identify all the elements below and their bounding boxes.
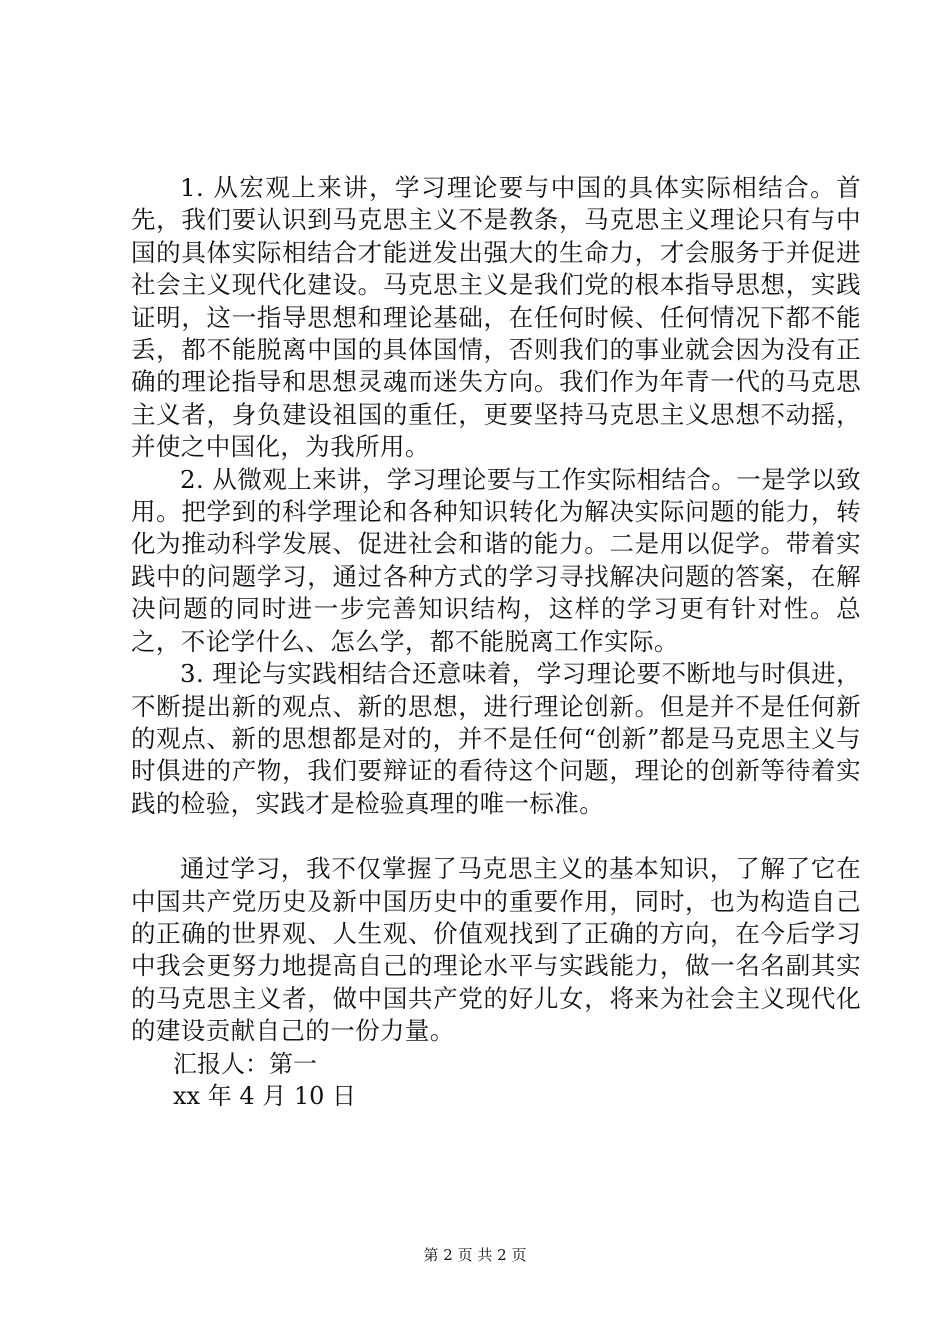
paragraph-2: 2. 从微观上来讲，学习理论要与工作实际相结合。一是学以致用。把学到的科学理论和各种知识转化为解决实际问题的能力，转化为推动科学发展、促进社会和谐的能力。二是用以促学。带着实践中的问题学习，通过各种方式的学习寻找解决问题的答案，在解决问题的同时进一步完善知识结构，这样的学习更有针对性。总之，不论学什么、怎么学，都不能脱离工作实际。 [131,464,861,656]
paragraph-1: 1. 从宏观上来讲，学习理论要与中国的具体实际相结合。首先，我们要认识到马克思主义不是教条，马克思主义理论只有与中国的具体实际相结合才能迸发出强大的生命力，才会服务于并促进社会主义现代化建设。马克思主义是我们党的根本指导思想，实践证明，这一指导思想和理论基础，在任何时候、任何情况下都不能丢，都不能脱离中国的具体国情，否则我们的事业就会因为没有正确的理论指导和思想灵魂而迷失方向。我们作为年青一代的马克思主义者，身负建设祖国的重任，更要坚持马克思主义思想不动摇，并使之中国化，为我所用。 [131,173,861,462]
page-footer: 第 2 页 共 2 页 [423,1246,527,1264]
paragraph-3: 3. 理论与实践相结合还意味着，学习理论要不断地与时俱进，不断提出新的观点、新的思想，进行理论创新。但是并不是任何新的观点、新的思想都是对的，并不是任何“创新”都是马克思主义与时俱进的产物，我们要辩证的看待这个问题，理论的创新等待着实践的检验，实践才是检验真理的唯一标准。 [131,659,861,818]
date-line: xx 年 4 月 10 日 [173,1081,357,1110]
document-body [131,172,861,1112]
paragraph-conclusion: 通过学习，我不仅掌握了马克思主义的基本知识，了解了它在中国共产党历史及新中国历史中的重要作用，同时，也为构造自己的正确的世界观、人生观、价值观找到了正确的方向，在今后学习中我会更努力地提高自己的理论水平与实践能力，做一名名副其实的马克思主义者，做中国共产党的好儿女，将来为社会主义现代化的建设贡献自己的一份力量。 [131,854,861,1046]
paragraph-gap [131,820,861,853]
reporter-line: 汇报人：第一 [173,1049,317,1078]
